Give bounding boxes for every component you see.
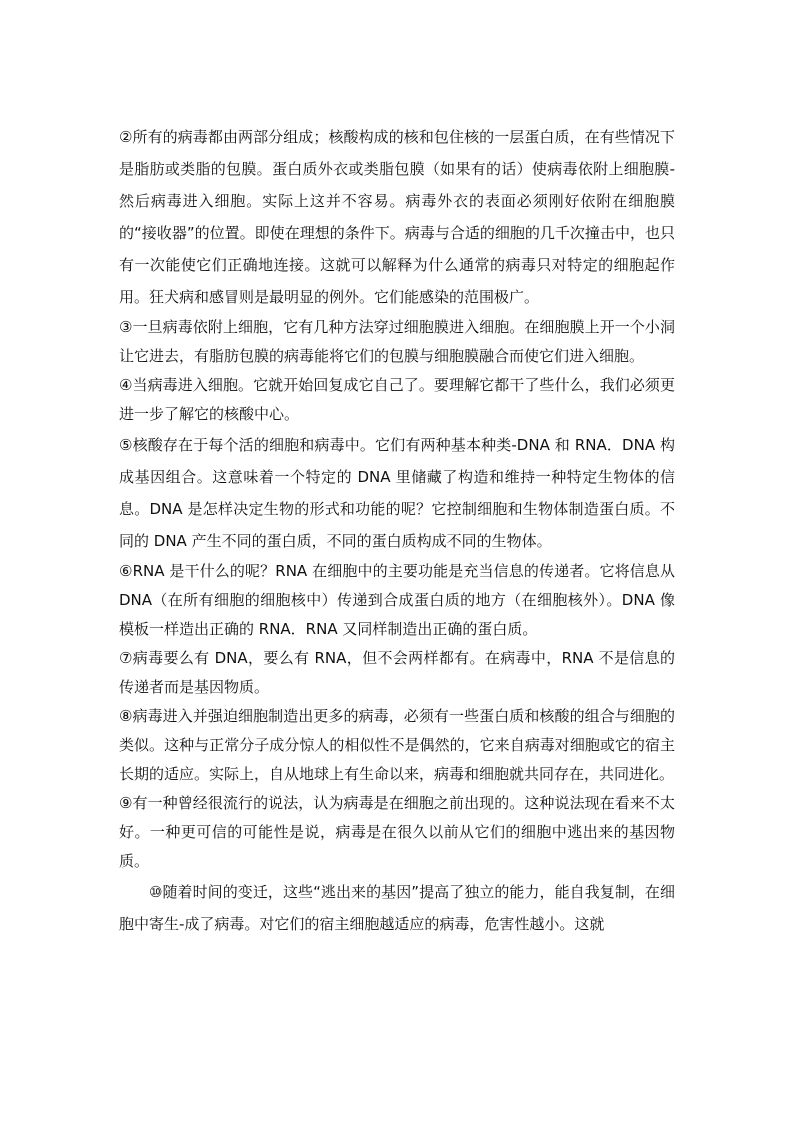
paragraph-8: ⑧病毒进入并强迫细胞制造出更多的病毒，必须有一些蛋白质和核酸的组合与细胞的类似。这种与正常分子成分惊人的相似性不是偶然的，它来自病毒对细胞或它的宿主长期的适应。实际上，自从地球上有生命以来，病毒和细胞就共同存在，共同进化。 — [119, 707, 675, 783]
paragraph-5: ⑤核酸存在于每个活的细胞和病毒中。它们有两种基本种类-DNA 和 RNA．DNA 构成基因组合。这意味着一个特定的 DNA 里储藏了构造和维持一种特定生物体的信息。DNA 是怎样决定生物的形式和功能的呢？它控制细胞和生物体制造蛋白质。不同的 DNA 产生不同的蛋白质，不同的蛋白质构成不同的生物体。 — [119, 436, 675, 550]
paragraph-7: ⑦病毒要么有 DNA，要么有 RNA，但不会两样都有。在病毒中，RNA 不是信息的传递者而是基因物质。 — [119, 649, 675, 696]
paragraph-10: ⑩随着时间的变迁，这些“逃出来的基因”提高了独立的能力，能自我复制，在细胞中寄生-成了病毒。对它们的宿主细胞越适应的病毒，危害性越小。这就 — [119, 883, 675, 933]
paragraph-6: ⑥RNA 是干什么的呢？RNA 在细胞中的主要功能是充当信息的传递者。它将信息从 DNA（在所有细胞的细胞核中）传递到合成蛋白质的地方（在细胞核外）。DNA 像模板一样造出正确的 RNA．RNA 又同样制造出正确的蛋白质。 — [119, 562, 675, 638]
paragraph-2: ②所有的病毒都由两部分组成；核酸构成的核和包住核的一层蛋白质，在有些情况下是脂肪或类脂的包膜。蛋白质外衣或类脂包膜（如果有的话）使病毒依附上细胞膜-然后病毒进入细胞。实际上这并不容易。病毒外衣的表面必须刚好依附在细胞膜的“接收器”的位置。即使在理想的条件下。病毒与合适的细胞的几千次撞击中，也只有一次能使它们正确地连接。这就可以解释为什么通常的病毒只对特定的细胞起作用。狂犬病和感冒则是最明显的例外。它们能感染的范围极广。 — [119, 128, 675, 306]
paragraph-9: ⑨有一种曾经很流行的说法，认为病毒是在细胞之前出现的。这种说法现在看来不太好。一种更可信的可能性是说，病毒是在很久以前从它们的细胞中逃出来的基因物质。 — [119, 794, 675, 870]
paragraph-3: ③一旦病毒依附上细胞，它有几种方法穿过细胞膜进入细胞。在细胞膜上开一个小洞让它进去，有脂肪包膜的病毒能将它们的包膜与细胞膜融合而使它们进入细胞。 — [119, 318, 675, 365]
document-page — [119, 121, 675, 940]
paragraph-4: ④当病毒进入细胞。它就开始回复成它自己了。要理解它都干了些什么，我们必须更进一步了解它的核酸中心。 — [119, 376, 675, 423]
